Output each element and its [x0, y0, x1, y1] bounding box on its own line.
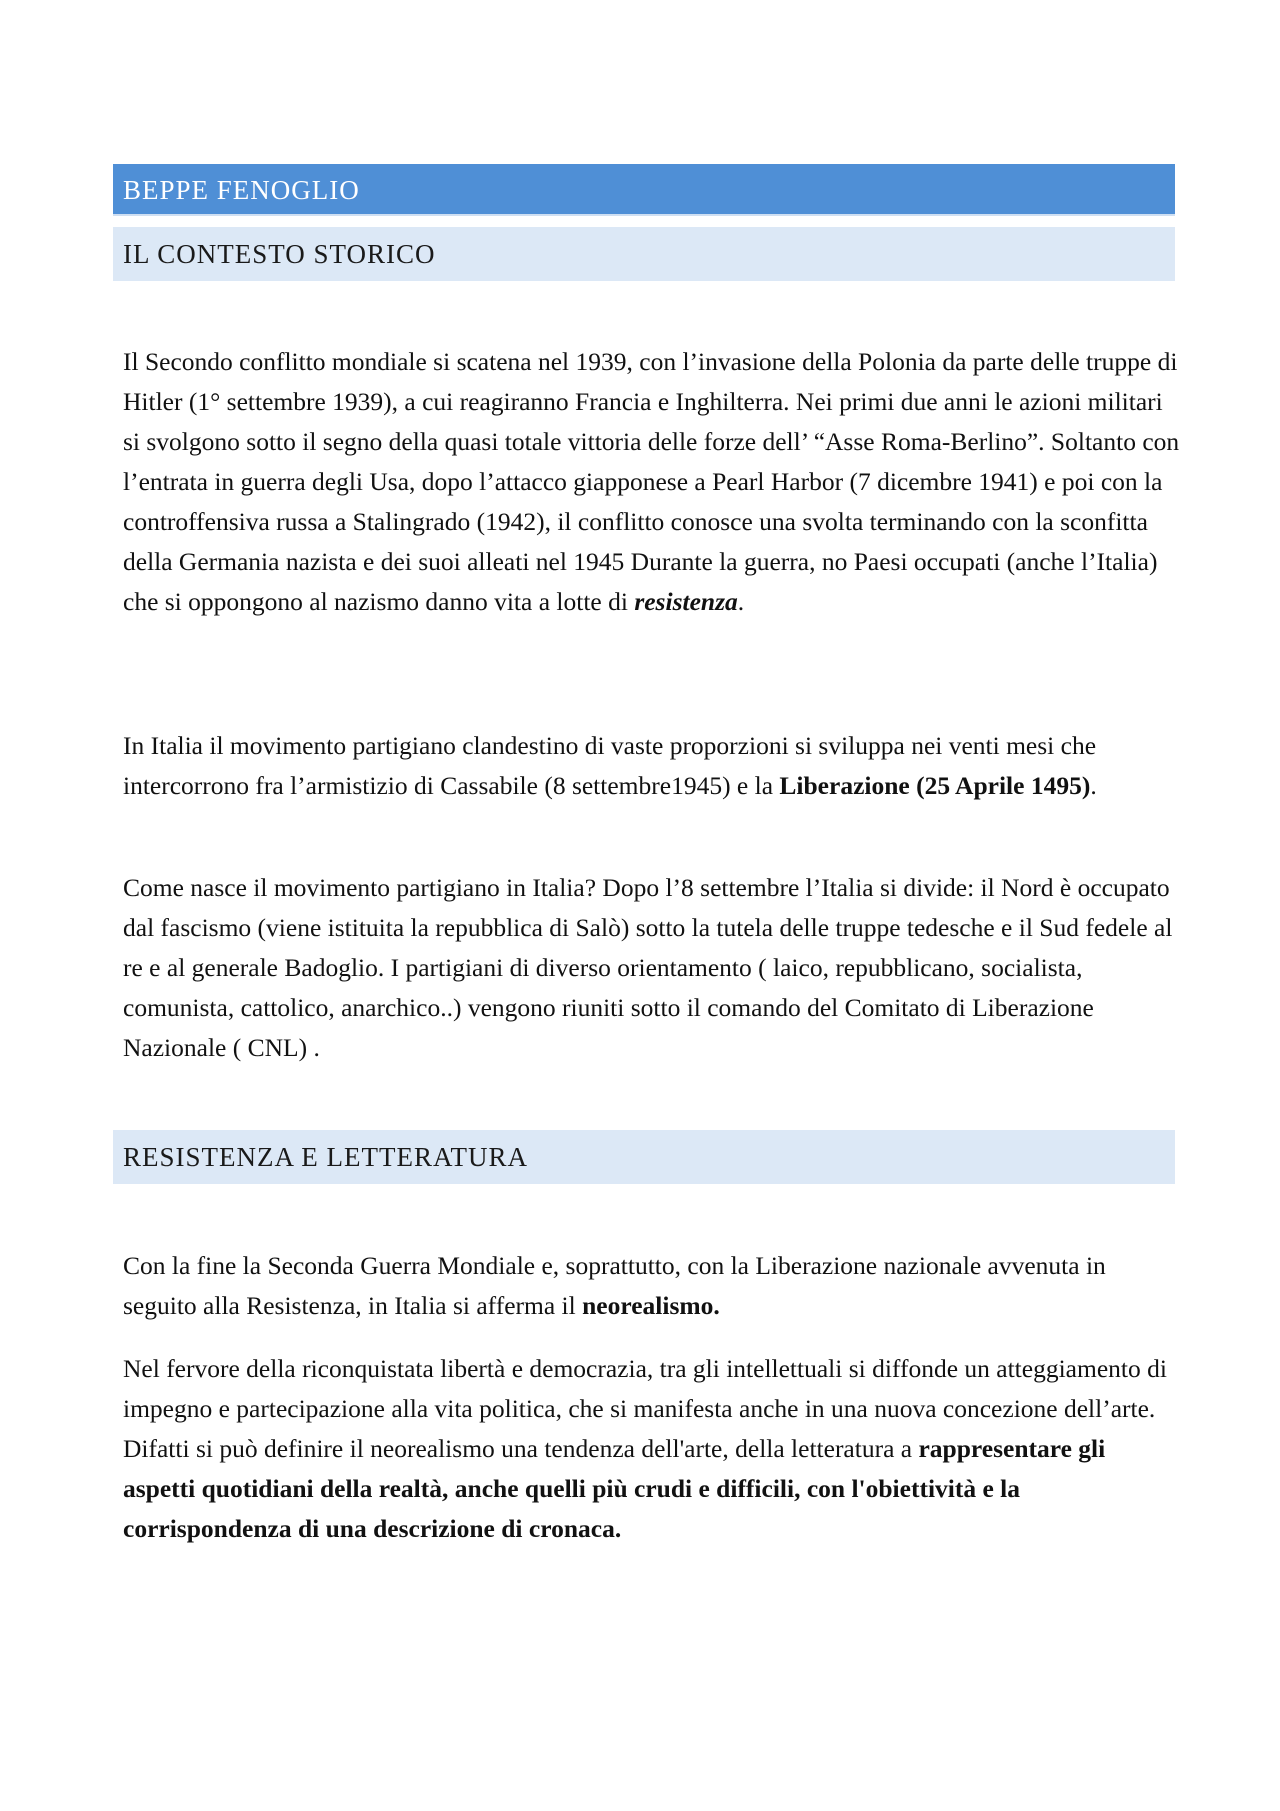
- section-heading-contesto-storico: IL CONTESTO STORICO: [113, 227, 1175, 281]
- bold-neorealismo: neorealismo.: [582, 1291, 720, 1320]
- document-title: BEPPE FENOGLIO: [113, 164, 1175, 216]
- paragraph-text: Nel fervore della riconquistata libertà e democrazia, tra gli intellettuali si diffonde un atteggiamento di impegno e partecipazione alla vita politica, che si manifesta anche in una nuova concezione dell’arte. Difatti si può definire il neorealismo una tendenza dell'arte, della letteratura a: [123, 1354, 1167, 1463]
- emphasis-resistenza: resistenza: [634, 587, 738, 616]
- paragraph-text-end: .: [1090, 771, 1097, 800]
- paragraph-movimento-partigiano: [123, 726, 1183, 806]
- paragraph-text-end: .: [737, 587, 745, 616]
- paragraph-text: Con la fine la Seconda Guerra Mondiale e, soprattutto, con la Liberazione nazionale avvenuta in seguito alla Resistenza, in Italia si afferma il: [123, 1251, 1106, 1320]
- paragraph-fervore: [123, 1349, 1183, 1549]
- paragraph-fine-guerra: [123, 1246, 1183, 1326]
- paragraph-come-nasce: Come nasce il movimento partigiano in Italia? Dopo l’8 settembre l’Italia si divide: il Nord è occupato dal fascismo (viene istituita la repubblica di Salò) sotto la tutela delle truppe tedesche e il Sud fedele al re e al generale Badoglio. I partigiani di diverso orientamento ( laico, repubblicano, socialista, comunista, cattolico, anarchico..) vengono riuniti sotto il comando del Comitato di Liberazione Nazionale ( CNL) .: [123, 873, 1173, 1062]
- paragraph-secondo-conflitto: [123, 342, 1183, 622]
- paragraph-text: In Italia il movimento partigiano clandestino di vaste proporzioni si sviluppa nei venti mesi che intercorrono fra l’armistizio di Cassabile (8 settembre1945) e la: [123, 731, 1097, 800]
- bold-liberazione-date: Liberazione (25 Aprile 1495): [779, 771, 1091, 800]
- bold-neorealismo-definition: rappresentare gli aspetti quotidiani della realtà, anche quelli più crudi e difficili, con l'obiettività e la corrispondenza di una descrizione di cronaca.: [123, 1434, 1106, 1543]
- section-heading-resistenza-letteratura: RESISTENZA E LETTERATURA: [113, 1130, 1175, 1184]
- paragraph-text: Il Secondo conflitto mondiale si scatena nel 1939, con l’invasione della Polonia da parte delle truppe di Hitler (1° settembre 1939), a cui reagiranno Francia e Inghilterra. Nei primi due anni le azioni militari si svolgono sotto il segno della quasi totale vittoria delle forze dell’ “Asse Roma-Berlino”. Soltanto con l’entrata in guerra degli Usa, dopo l’attacco giapponese a Pearl Harbor (7 dicembre 1941) e poi con la controffensiva russa a Stalingrado (1942), il conflitto conosce una svolta terminando con la sconfitta della Germania nazista e dei suoi alleati nel 1945 Durante la guerra, no Paesi occupati (anche l’Italia) che si oppongono al nazismo danno vita a lotte di: [123, 347, 1180, 616]
